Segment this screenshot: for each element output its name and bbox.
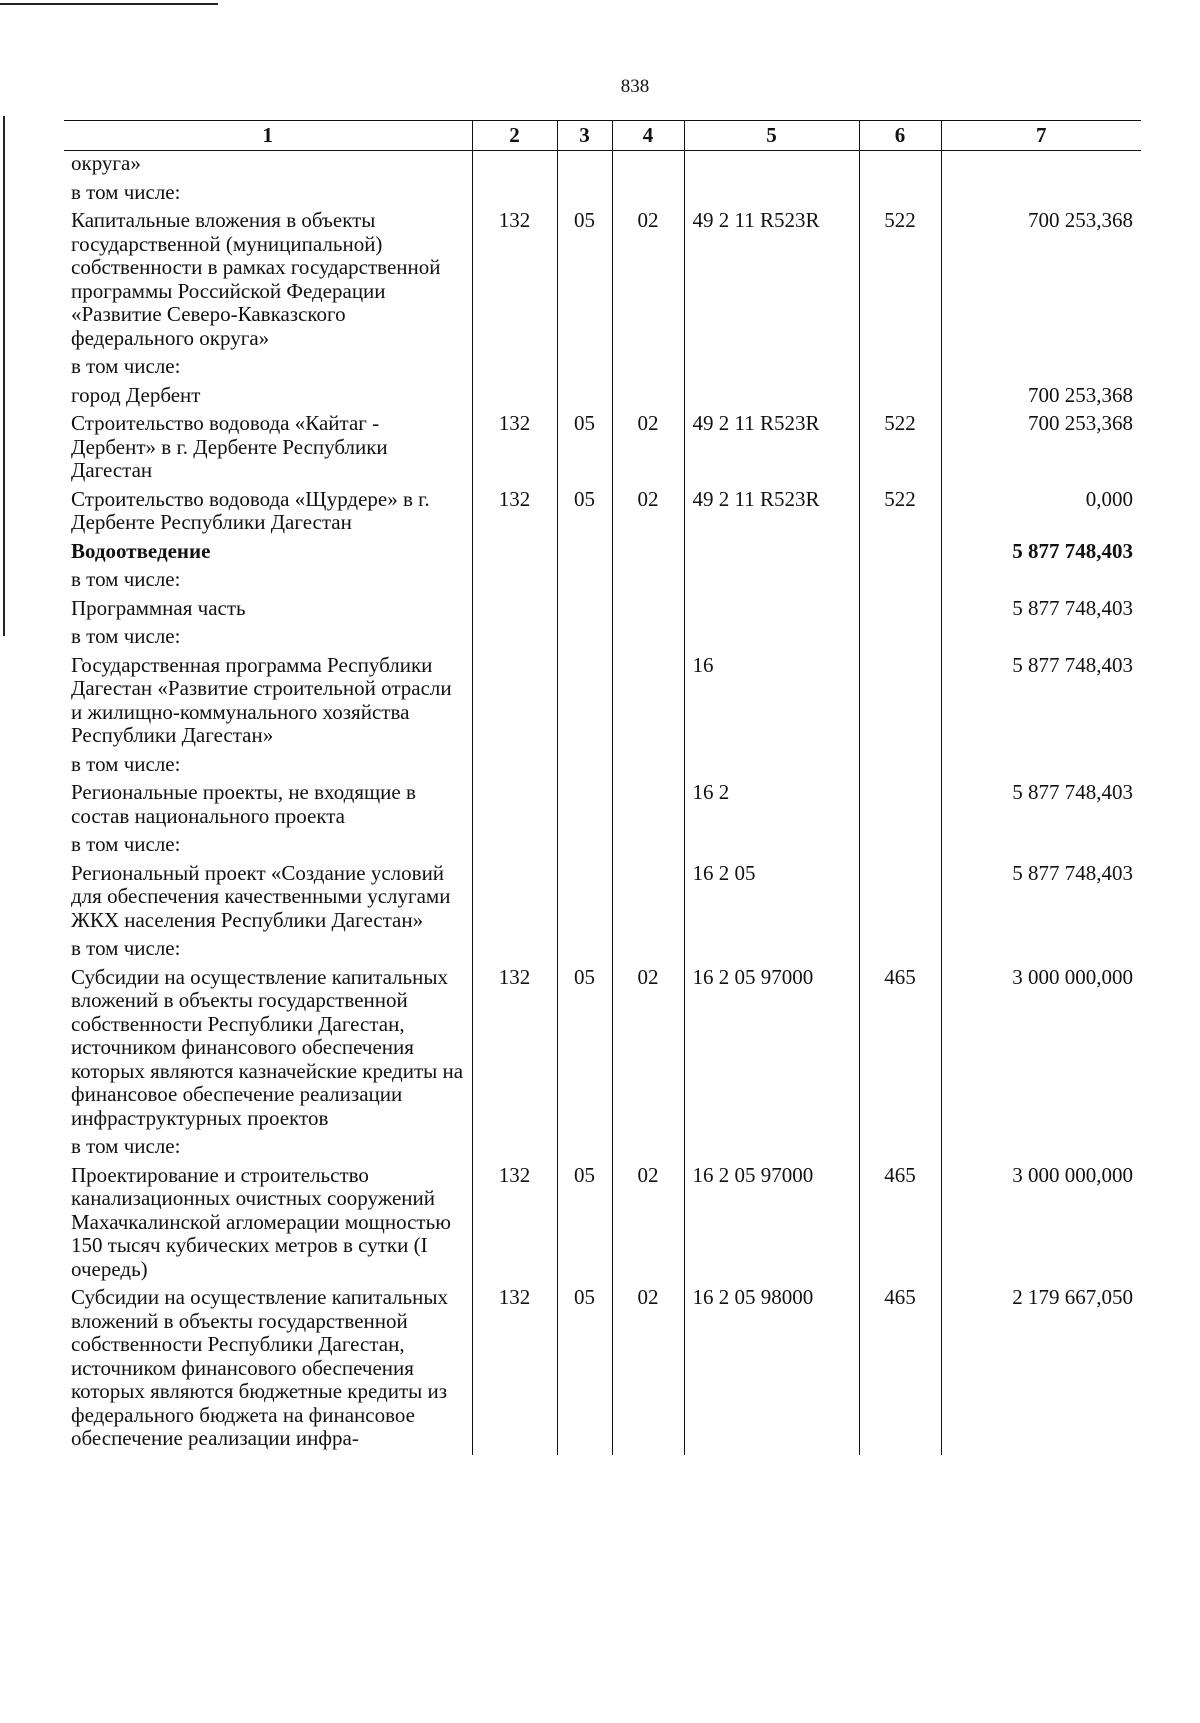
target-article-cell: 16 2 05 97000 [684, 1163, 859, 1286]
header-row [64, 121, 1141, 151]
target-article-cell [684, 567, 859, 596]
table-row [64, 208, 1141, 354]
name-cell: в том числе: [71, 354, 181, 378]
subsection-code-cell [612, 180, 684, 209]
admin-code-cell [472, 780, 557, 832]
amount-cell: 3 000 000,000 [941, 965, 1141, 1135]
table-row [64, 780, 1141, 832]
amount-cell [941, 1134, 1141, 1163]
section-code-cell: 05 [557, 411, 612, 487]
name-cell: Региональный проект «Создание условий для обеспечения качественными услугами ЖКХ населения Республики Дагестан» [71, 860, 451, 932]
amount-cell [941, 832, 1141, 861]
admin-code-cell [472, 752, 557, 781]
target-article-cell: 49 2 11 R523R [684, 208, 859, 354]
subsection-code-cell [612, 596, 684, 625]
target-article-cell: 49 2 11 R523R [684, 487, 859, 539]
expense-type-cell: 522 [859, 208, 941, 354]
expense-type-cell [859, 752, 941, 781]
table-row [64, 752, 1141, 781]
expense-type-cell [859, 567, 941, 596]
name-cell: в том числе: [71, 624, 181, 648]
subsection-code-cell [612, 653, 684, 752]
target-article-cell: 16 2 05 97000 [684, 965, 859, 1135]
table-row [64, 383, 1141, 412]
admin-code-cell [472, 861, 557, 937]
name-cell: в том числе: [71, 567, 181, 591]
expense-type-cell [859, 383, 941, 412]
amount-cell: 5 877 748,403 [941, 653, 1141, 752]
amount-cell: 5 877 748,403 [941, 780, 1141, 832]
table-row [64, 624, 1141, 653]
name-cell: в том числе: [71, 1134, 181, 1158]
subsection-code-cell [612, 624, 684, 653]
target-article-cell [684, 151, 859, 180]
target-article-cell [684, 752, 859, 781]
section-code-cell [557, 832, 612, 861]
expense-type-cell: 465 [859, 965, 941, 1135]
expense-type-cell [859, 624, 941, 653]
amount-cell [941, 354, 1141, 383]
admin-code-cell [472, 1134, 557, 1163]
subsection-code-cell [612, 832, 684, 861]
admin-code-cell: 132 [472, 1163, 557, 1286]
subsection-code-cell: 02 [612, 965, 684, 1135]
target-article-cell: 49 2 11 R523R [684, 411, 859, 487]
subsection-code-cell [612, 383, 684, 412]
name-cell: Государственная программа Республики Дагестан «Развитие строительной отрасли и жилищно-коммунального хозяйства Республики Дагестан» [71, 652, 452, 747]
target-article-cell [684, 936, 859, 965]
target-article-cell [684, 624, 859, 653]
admin-code-cell: 132 [472, 965, 557, 1135]
section-code-cell [557, 151, 612, 180]
subsection-code-cell [612, 354, 684, 383]
subsection-code-cell [612, 539, 684, 568]
amount-cell [941, 624, 1141, 653]
column-header-2: 2 [472, 121, 557, 151]
section-code-cell: 05 [557, 487, 612, 539]
scan-edge-line-top [0, 3, 218, 5]
expense-type-cell [859, 936, 941, 965]
table-row [64, 151, 1141, 180]
table-row [64, 832, 1141, 861]
section-code-cell [557, 780, 612, 832]
table-row [64, 1134, 1141, 1163]
amount-cell: 5 877 748,403 [941, 861, 1141, 937]
section-code-cell [557, 861, 612, 937]
table-row [64, 1163, 1141, 1286]
admin-code-cell [472, 936, 557, 965]
expense-type-cell [859, 861, 941, 937]
table-row [64, 539, 1141, 568]
column-header-1: 1 [64, 121, 472, 151]
expense-type-cell: 465 [859, 1285, 941, 1455]
table-row [64, 1285, 1141, 1455]
amount-cell: 700 253,368 [941, 383, 1141, 412]
amount-cell: 5 877 748,403 [941, 539, 1141, 568]
table-row [64, 411, 1141, 487]
column-header-7: 7 [941, 121, 1141, 151]
amount-cell: 700 253,368 [941, 208, 1141, 354]
admin-code-cell [472, 624, 557, 653]
expense-type-cell [859, 354, 941, 383]
target-article-cell [684, 1134, 859, 1163]
expense-type-cell [859, 151, 941, 180]
section-code-cell [557, 596, 612, 625]
name-cell: Субсидии на осуществление капитальных вложений в объекты государственной собственности Республики Дагестан, источником финансового обеспечения которых являются бюджетные кредиты из федерального бюджета на финансовое обеспечение реализации инфра- [71, 1285, 448, 1450]
name-cell: город Дербент [71, 382, 201, 407]
subsection-code-cell: 02 [612, 1163, 684, 1286]
table-row [64, 596, 1141, 625]
target-article-cell: 16 2 [684, 780, 859, 832]
table-body [64, 151, 1141, 1455]
table-row [64, 965, 1141, 1135]
admin-code-cell [472, 354, 557, 383]
amount-cell [941, 151, 1141, 180]
scan-edge-line-left [3, 116, 5, 636]
section-code-cell [557, 354, 612, 383]
section-code-cell: 05 [557, 208, 612, 354]
admin-code-cell [472, 653, 557, 752]
admin-code-cell [472, 383, 557, 412]
subsection-code-cell [612, 1134, 684, 1163]
admin-code-cell [472, 596, 557, 625]
subsection-code-cell: 02 [612, 411, 684, 487]
column-header-5: 5 [684, 121, 859, 151]
admin-code-cell [472, 567, 557, 596]
name-cell: в том числе: [71, 936, 181, 960]
budget-table [64, 120, 1141, 1455]
column-header-3: 3 [557, 121, 612, 151]
target-article-cell [684, 832, 859, 861]
table-row [64, 861, 1141, 937]
expense-type-cell [859, 1134, 941, 1163]
section-code-cell [557, 752, 612, 781]
section-code-cell [557, 567, 612, 596]
name-cell: Строительство водовода «Кайтаг - Дербент» в г. Дербенте Республики Дагестан [71, 411, 388, 482]
name-cell: Проектирование и строительство канализационных очистных сооружений Махачкалинской агломерации мощностью 150 тысяч кубических метров в сутки (I очередь) [71, 1162, 451, 1281]
amount-cell: 700 253,368 [941, 411, 1141, 487]
expense-type-cell: 522 [859, 487, 941, 539]
amount-cell [941, 180, 1141, 209]
page-number: 838 [620, 76, 650, 97]
name-cell: в том числе: [71, 751, 181, 776]
amount-cell [941, 936, 1141, 965]
name-cell: Водоотведение [71, 538, 211, 563]
section-code-cell [557, 539, 612, 568]
admin-code-cell [472, 180, 557, 209]
amount-cell: 5 877 748,403 [941, 596, 1141, 625]
table-header [64, 121, 1141, 151]
expense-type-cell [859, 653, 941, 752]
column-header-6: 6 [859, 121, 941, 151]
expense-type-cell [859, 596, 941, 625]
section-code-cell [557, 1134, 612, 1163]
section-code-cell [557, 383, 612, 412]
column-header-4: 4 [612, 121, 684, 151]
admin-code-cell: 132 [472, 208, 557, 354]
section-code-cell [557, 180, 612, 209]
table-row [64, 936, 1141, 965]
admin-code-cell: 132 [472, 487, 557, 539]
subsection-code-cell [612, 752, 684, 781]
subsection-code-cell [612, 151, 684, 180]
target-article-cell: 16 2 05 [684, 861, 859, 937]
subsection-code-cell [612, 861, 684, 937]
admin-code-cell [472, 151, 557, 180]
subsection-code-cell [612, 780, 684, 832]
name-cell: Строительство водовода «Щурдере» в г. Дербенте Республики Дагестан [71, 486, 430, 534]
expense-type-cell [859, 832, 941, 861]
expense-type-cell [859, 780, 941, 832]
section-code-cell [557, 653, 612, 752]
table-row [64, 354, 1141, 383]
subsection-code-cell [612, 936, 684, 965]
subsection-code-cell [612, 567, 684, 596]
section-code-cell [557, 624, 612, 653]
table-row [64, 567, 1141, 596]
name-cell: Региональные проекты, не входящие в состав национального проекта [71, 780, 416, 828]
section-code-cell: 05 [557, 1285, 612, 1455]
table-row [64, 180, 1141, 209]
name-cell: округа» [71, 151, 141, 175]
expense-type-cell: 522 [859, 411, 941, 487]
subsection-code-cell: 02 [612, 487, 684, 539]
name-cell: в том числе: [71, 832, 181, 856]
amount-cell [941, 567, 1141, 596]
target-article-cell [684, 180, 859, 209]
admin-code-cell: 132 [472, 411, 557, 487]
table-row [64, 487, 1141, 539]
target-article-cell [684, 539, 859, 568]
target-article-cell [684, 383, 859, 412]
name-cell: Субсидии на осуществление капитальных вложений в объекты государственной собственности Республики Дагестан, источником финансового обеспечения которых являются казначейские кредиты на финансовое обеспечение реализации инфраструктурных проектов [71, 964, 464, 1130]
amount-cell: 3 000 000,000 [941, 1163, 1141, 1286]
admin-code-cell: 132 [472, 1285, 557, 1455]
amount-cell [941, 752, 1141, 781]
target-article-cell: 16 2 05 98000 [684, 1285, 859, 1455]
expense-type-cell: 465 [859, 1163, 941, 1286]
target-article-cell: 16 [684, 653, 859, 752]
name-cell: Программная часть [71, 595, 246, 620]
name-cell: в том числе: [71, 179, 181, 204]
subsection-code-cell: 02 [612, 208, 684, 354]
target-article-cell [684, 596, 859, 625]
section-code-cell: 05 [557, 1163, 612, 1286]
expense-type-cell [859, 539, 941, 568]
section-code-cell: 05 [557, 965, 612, 1135]
admin-code-cell [472, 539, 557, 568]
admin-code-cell [472, 832, 557, 861]
subsection-code-cell: 02 [612, 1285, 684, 1455]
name-cell: Капитальные вложения в объекты государственной (муниципальной) собственности в рамках государственной программы Российской Федерации «Развитие Северо-Кавказского федерального округа» [71, 208, 441, 350]
target-article-cell [684, 354, 859, 383]
table-row [64, 653, 1141, 752]
expense-type-cell [859, 180, 941, 209]
amount-cell: 0,000 [941, 487, 1141, 539]
amount-cell: 2 179 667,050 [941, 1285, 1141, 1455]
section-code-cell [557, 936, 612, 965]
